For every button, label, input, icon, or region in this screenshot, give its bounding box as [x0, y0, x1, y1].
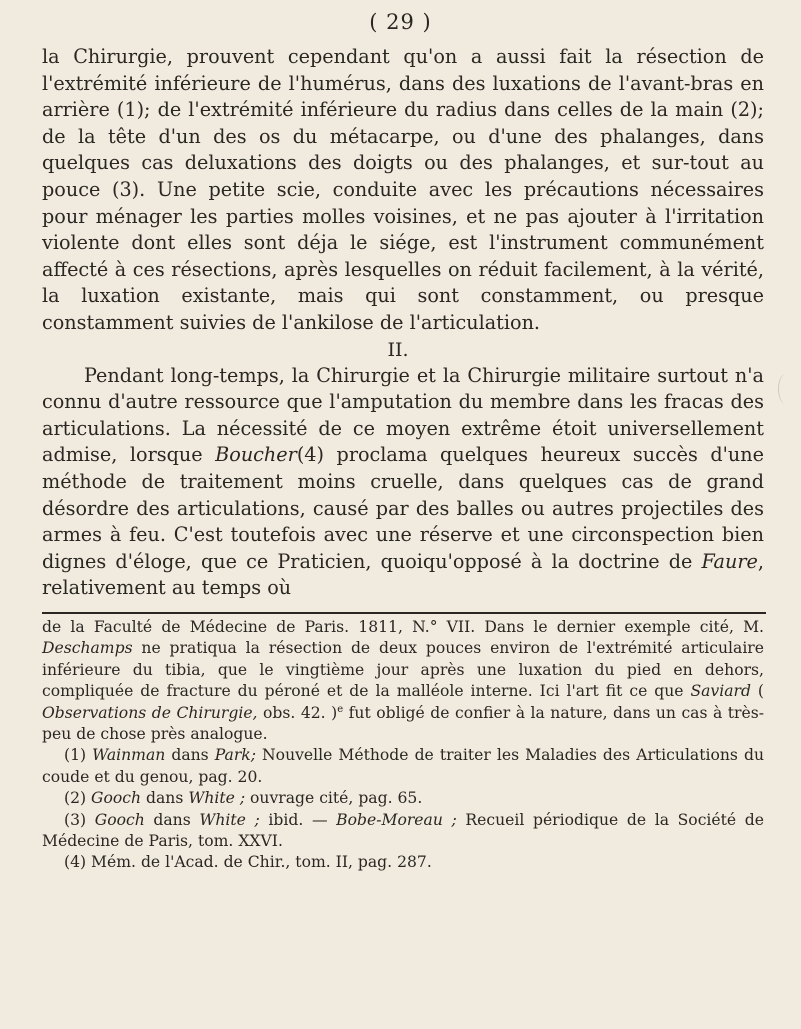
author-name: Bobe-Moreau ;: [336, 810, 457, 829]
footnote-rule: [42, 612, 766, 614]
main-text: [42, 44, 764, 602]
text-run: Pendant long-temps, la Chirurgie et la Chirurgie militaire surtout n'a connu d'autre ressource que l'amputation du membre dans les fracas des articulations. La nécessité de ce moyen extrême étoit universellement admise, lorsque: [42, 363, 764, 467]
text-run: ouvrage cité, pag. 65.: [245, 789, 423, 808]
paragraph-resections: la Chirurgie, prouvent cependant qu'on a aussi fait la résection de l'extrémité inférieure de l'humérus, dans des luxations de l'avant-bras en arrière (1); de l'extrémité inférieure du radius dans celles de la main (2); de la tête d'un des os du métacarpe, ou d'une des phalanges, dans quelques cas deluxations des doigts ou des phalanges, et sur-tout au pouce (3). Une petite scie, conduite avec les précautions nécessaires pour ménager les parties molles voisines, et ne pas ajouter à l'irritation violente dont elles sont déja le siége, est l'instrument communément affecté à ces résections, après lesquelles on réduit facilement, à la vérité, la luxation existante, mais qui sont constamment, ou presque constamment suivies de l'ankilose de l'articulation.: [42, 45, 764, 334]
text-run: Nouvelle Méthode de traiter les Maladies des Articulations du coude et du genou, pag. 20.: [42, 746, 764, 786]
text-run: (4) proclama quelques heureux succès d'une méthode de traitement moins cruelle, dans quelques cas de grand désordre des articulations, causé par des balles ou autres projectiles des armes à feu. C'est toutefois avec une réserve et une circonspection bien dignes d'éloge, que ce Praticien, quoiqu'opposé à la doctrine de: [42, 443, 764, 573]
text-run: dans: [141, 789, 189, 808]
work-title: Park;: [214, 746, 256, 765]
text-run: ne pratiqua la résection de deux pouces environ de l'extrémité articulaire inférieure du tibia, que le vingtième jour après une luxation du pied en dehors, compliquée de fracture du péroné et de la malléole interne. Ici l'art fit ce que: [42, 639, 764, 701]
text-run: , relativement au temps où: [42, 549, 764, 600]
author-name: Wainman: [92, 746, 166, 765]
page-number: ( 29 ): [369, 10, 432, 34]
text-run: Mém. de l'Acad. de Chir., tom. II, pag. 287.: [91, 853, 432, 872]
footnote-4: [42, 852, 764, 873]
note-mark: (2): [64, 789, 92, 808]
author-name: Boucher: [215, 443, 297, 467]
note-mark: (3): [64, 810, 95, 829]
superscript: e: [337, 703, 344, 715]
footnote-1: [42, 745, 764, 788]
note-mark: (1): [64, 746, 93, 765]
text-run: dans: [165, 746, 215, 765]
text-run: dans: [144, 810, 200, 829]
text-run: de la Faculté de Médecine de Paris. 1811, N.° VII. Dans le dernier exemple cité, M.: [42, 618, 764, 636]
paragraph-amputation: [42, 363, 764, 602]
note-mark: (4): [64, 853, 92, 872]
text-run: ibid. —: [259, 810, 337, 829]
text-run: fut obligé de confier à la nature, dans un cas à très-peu de chose près analogue.: [42, 703, 764, 744]
text-run: (: [750, 682, 764, 701]
work-title: Observations de Chirurgie,: [42, 703, 258, 722]
footnote-continuation: [42, 617, 764, 745]
work-title: White ;: [199, 810, 260, 829]
text-run: obs. 42. ): [257, 703, 338, 722]
author-name: Faure: [701, 549, 758, 573]
footnotes: [42, 617, 764, 874]
author-name: Deschamps: [42, 639, 133, 658]
author-name: Saviard: [690, 682, 751, 701]
section-heading: II.: [387, 338, 409, 361]
author-name: Gooch: [91, 789, 142, 808]
work-title: White ;: [188, 789, 246, 808]
author-name: Gooch: [94, 810, 145, 829]
footnote-2: [42, 788, 764, 809]
bleed-through-mark: [778, 374, 793, 404]
footnote-3: [42, 810, 764, 853]
text-run: Recueil périodique de la Société de Médecine de Paris, tom. XXVI.: [42, 810, 764, 851]
